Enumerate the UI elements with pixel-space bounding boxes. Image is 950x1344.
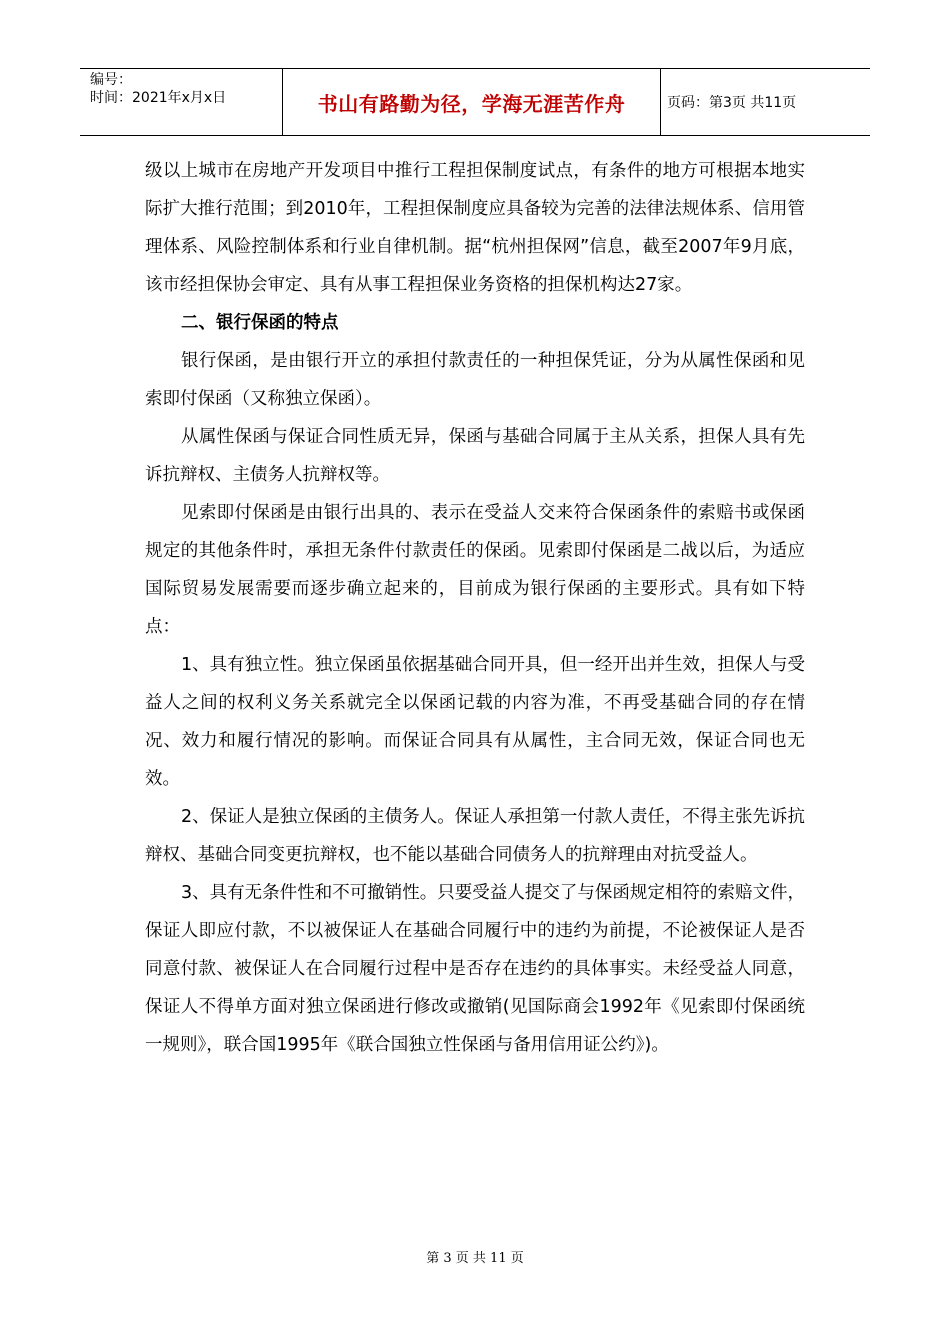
- paragraph: 见索即付保函是由银行出具的、表示在受益人交来符合保函条件的索赔书或保函规定的其他条件时，承担无条件付款责任的保函。见索即付保函是二战以后，为适应国际贸易发展需要而逐步确立起来的，目前成为银行保函的主要形式。具有如下特点：: [145, 503, 805, 637]
- paragraph-continuation: 级以上城市在房地产开发项目中推行工程担保制度试点，有条件的地方可根据本地实际扩大推行范围；到2010年，工程担保制度应具备较为完善的法律法规体系、信用管理体系、风险控制体系和行业自律机制。据“杭州担保网”信息，截至2007年9月底，该市经担保协会审定、具有从事工程担保业务资格的担保机构达27家。: [145, 161, 805, 295]
- list-item-paragraph: 3、具有无条件性和不可撤销性。只要受益人提交了与保函规定相符的索赔文件，保证人即应付款，不以被保证人在基础合同履行中的违约为前提，不论被保证人是否同意付款、被保证人在合同履行过程中是否存在违约的具体事实。未经受益人同意，保证人不得单方面对独立保函进行修改或撤销(见国际商会1992年《见索即付保函统一规则》，联合国1995年《联合国独立性保函与备用信用证公约》)。: [145, 883, 805, 1055]
- page-info-text: 页码：第3页 共11页: [667, 95, 797, 111]
- paragraph: 从属性保函与保证合同性质无异，保函与基础合同属于主从关系，担保人具有先诉抗辩权、主债务人抗辩权等。: [145, 427, 805, 485]
- header-meta: [80, 69, 283, 135]
- document-body: [145, 152, 805, 1064]
- serial-label: 编号：: [90, 72, 132, 88]
- list-item-paragraph: 1、具有独立性。独立保函虽依据基础合同开具，但一经开出并生效，担保人与受益人之间的权利义务关系就完全以保函记载的内容为准，不再受基础合同的存在情况、效力和履行情况的影响。而保证合同具有从属性，主合同无效，保证合同也无效。: [145, 655, 805, 789]
- page-header: [80, 68, 870, 136]
- date-line: 时间：2021年x月x日: [90, 90, 227, 106]
- header-motto-cell: [283, 69, 661, 135]
- page-footer: 第 3 页 共 11 页: [426, 1251, 524, 1266]
- section-heading: 二、银行保函的特点: [181, 313, 339, 333]
- motto-text: 书山有路勤为径，学海无涯苦作舟: [317, 91, 626, 116]
- list-item-paragraph: 2、保证人是独立保函的主债务人。保证人承担第一付款人责任，不得主张先诉抗辩权、基础合同变更抗辩权，也不能以基础合同债务人的抗辩理由对抗受益人。: [145, 807, 805, 865]
- header-page-info: [661, 69, 870, 135]
- paragraph: 银行保函，是由银行开立的承担付款责任的一种担保凭证，分为从属性保函和见索即付保函（又称独立保函）。: [145, 351, 805, 409]
